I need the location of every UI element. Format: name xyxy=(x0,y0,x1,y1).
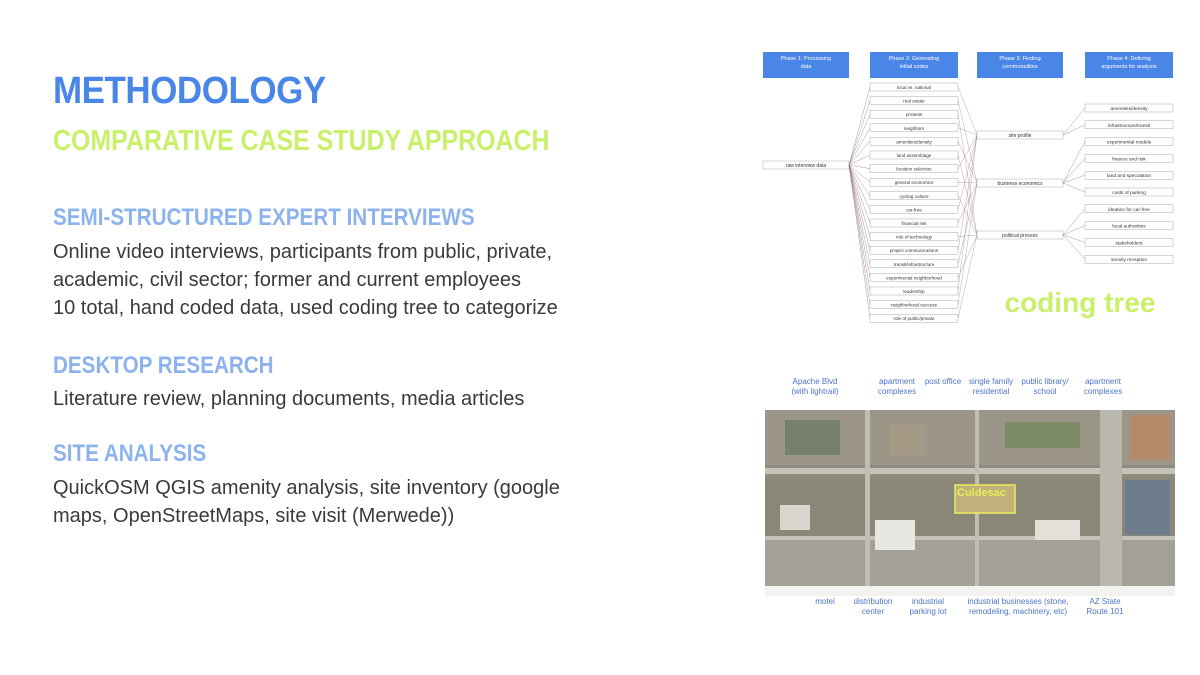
phase-label: arguments for analysis xyxy=(1101,64,1157,70)
code-label: role of public/private xyxy=(893,316,935,322)
body-line: academic, civil sector; former and current employees xyxy=(53,269,521,291)
commonality-label: political process xyxy=(1002,233,1038,239)
tree-edge xyxy=(849,165,870,305)
phase-label: Phase 4: Defining xyxy=(1107,56,1151,62)
phase-label: commonalities xyxy=(1002,64,1038,70)
tree-edge xyxy=(958,235,977,277)
code-label: protests xyxy=(905,112,923,118)
code-label: land assemblage xyxy=(896,153,932,158)
section-body-site xyxy=(53,474,560,530)
phase-label: Phase 2: Generating xyxy=(888,56,940,62)
argument-label: costs of parking xyxy=(1112,191,1146,196)
tree-edge xyxy=(1063,226,1085,235)
argument-label: amenities/density xyxy=(1110,107,1148,112)
argument-label: land and speculation xyxy=(1106,174,1152,180)
tree-edge xyxy=(958,101,977,183)
phase-label: Phase 1: Processing xyxy=(780,56,832,62)
phase-label: initial codes xyxy=(899,64,929,70)
tree-edge xyxy=(849,128,870,165)
map-bottom-label: distribution center xyxy=(853,597,893,616)
code-label: real estate xyxy=(903,98,925,104)
tree-edge xyxy=(1063,209,1085,235)
argument-label: ideation for car-free xyxy=(1108,207,1150,213)
map-bottom-label: industrial businesses (stone, remodeling, machinery, etc) xyxy=(967,597,1069,616)
body-line: QuickOSM QGIS amenity analysis, site inventory (google xyxy=(53,477,560,499)
tree-edge xyxy=(958,235,977,318)
section-body-interviews xyxy=(53,238,558,322)
code-label: role of technology xyxy=(895,234,933,240)
phase-label: Phase 3: Finding xyxy=(999,56,1041,62)
tree-edge xyxy=(958,141,977,183)
slide-title: METHODOLOGY xyxy=(53,70,326,112)
tree-edge xyxy=(849,165,870,169)
commonality-label: site profile xyxy=(1008,133,1032,139)
code-label: transit/infrastructure xyxy=(893,261,935,267)
code-label: experimental neighborhood xyxy=(886,275,942,281)
coding-tree-label: coding tree xyxy=(1004,287,1156,318)
commonality-label: business economics xyxy=(997,181,1043,187)
slide-subtitle: COMPARATIVE CASE STUDY APPROACH xyxy=(53,125,550,157)
phase-label: data xyxy=(800,64,812,70)
code-label: general economics xyxy=(894,180,934,186)
body-line: Literature review, planning documents, media articles xyxy=(53,388,525,410)
tree-edge xyxy=(958,87,977,135)
site-label: Culdesac xyxy=(957,487,1006,499)
argument-label: finance and risk xyxy=(1112,157,1146,163)
tree-edge xyxy=(849,155,870,165)
tree-edge xyxy=(849,165,870,291)
tree-edge xyxy=(958,135,977,209)
code-label: car-free xyxy=(906,207,922,213)
map-top-label: apartment complexes xyxy=(1083,377,1123,396)
tree-edge xyxy=(958,182,977,183)
code-label: local vs. national xyxy=(897,85,931,90)
map-bottom-label: industrial parking lot xyxy=(909,597,947,616)
tree-edge xyxy=(1063,125,1085,135)
coding-tree-diagram xyxy=(760,50,1180,330)
body-line: Online video interviews, participants from public, private, xyxy=(53,241,553,263)
tree-edge xyxy=(849,165,870,237)
tree-edge xyxy=(1063,108,1085,135)
section-heading-site: SITE ANALYSIS xyxy=(53,440,207,467)
tree-edge xyxy=(958,183,977,305)
argument-label: society reception xyxy=(1111,258,1147,264)
body-line: maps, OpenStreetMaps, site visit (Merwede)) xyxy=(53,505,455,527)
tree-edge xyxy=(849,101,870,165)
tree-edge xyxy=(958,235,977,237)
section-body-desktop xyxy=(53,385,524,413)
argument-label: stakeholders xyxy=(1115,241,1143,247)
tree-edge xyxy=(1063,183,1085,192)
tree-edge xyxy=(849,114,870,165)
body-line: 10 total, hand coded data, used coding tree to categorize xyxy=(53,297,558,319)
tree-edge xyxy=(958,135,977,291)
aerial-image xyxy=(765,410,1175,596)
tree-edge xyxy=(958,135,977,250)
tree-edge xyxy=(849,165,870,277)
argument-label: experimental models xyxy=(1106,140,1152,146)
tree-edge xyxy=(849,165,870,318)
argument-label: local authorities xyxy=(1112,224,1146,230)
map-top-label: Apache Blvd (with lightrail) xyxy=(791,377,839,396)
map-top-label: public library/ school xyxy=(1021,377,1069,396)
code-label: project communications xyxy=(889,248,939,254)
section-heading-interviews: SEMI-STRUCTURED EXPERT INTERVIEWS xyxy=(53,204,475,231)
code-label: location selection xyxy=(896,166,932,172)
code-label: neighborhood success xyxy=(891,302,937,308)
code-label: cycling culture xyxy=(899,193,929,199)
map-bottom-label: motel xyxy=(815,597,835,606)
section-heading-desktop: DESKTOP RESEARCH xyxy=(53,352,274,379)
code-label: financial risk xyxy=(901,221,927,226)
code-label: amenities/density xyxy=(896,139,932,145)
map-top-label: single family residential xyxy=(968,377,1013,396)
tree-root-label: raw interview data xyxy=(785,163,827,169)
tree-edge xyxy=(849,165,870,250)
map-bottom-label: AZ State Route 101 xyxy=(1086,597,1124,616)
site-aerial-map xyxy=(765,410,1175,596)
argument-label: infrastructure/transit xyxy=(1107,123,1151,129)
code-label: leadership xyxy=(903,289,925,294)
code-label: neighbors xyxy=(903,125,925,131)
map-top-label: post office xyxy=(924,377,962,386)
map-top-label: apartment complexes xyxy=(877,377,917,396)
